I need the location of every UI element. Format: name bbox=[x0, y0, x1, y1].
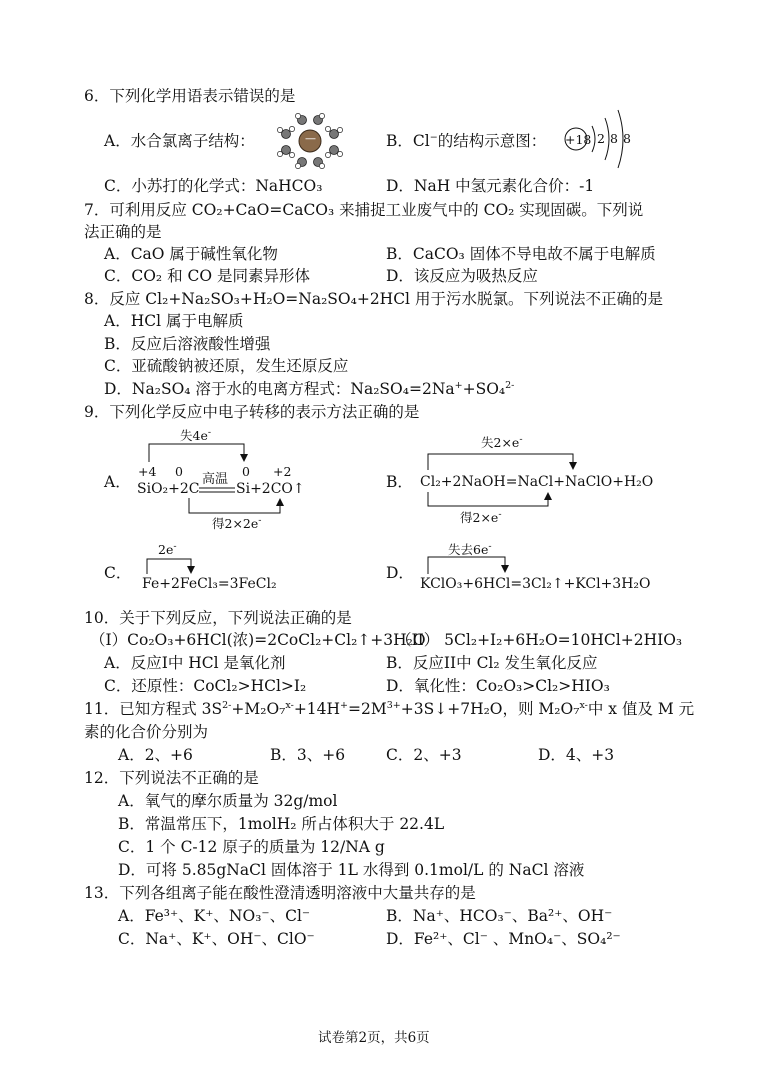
q12-option-b: B．常温常压下，1molH₂ 所占体积大于 22.4L bbox=[118, 815, 445, 833]
q7-option-a: A．CaO 属于碱性氧化物 bbox=[104, 245, 278, 263]
shell-3-electrons: 8 bbox=[623, 131, 631, 146]
q9d-equation: KClO₃+6HCl=3Cl₂↑+KCl+3H₂O bbox=[420, 576, 651, 592]
q12-option-d: D．可将 5.85gNaCl 固体溶于 1L 水得到 0.1mol/L 的 NaCl 溶液 bbox=[118, 861, 585, 879]
q9d-top-arrow bbox=[427, 555, 511, 575]
q7-stem-line2: 法正确的是 bbox=[84, 223, 162, 241]
q8-option-c: C．亚硫酸钠被还原，发生还原反应 bbox=[104, 357, 349, 375]
q9b-top-arrow bbox=[427, 452, 577, 472]
q8-option-a: A．HCl 属于电解质 bbox=[104, 312, 244, 330]
q9b-equation: Cl₂+2NaOH=NaCl+NaClO+H₂O bbox=[420, 474, 654, 490]
q10-option-b: B．反应II中 Cl₂ 发生氧化反应 bbox=[386, 654, 598, 672]
q8-option-b: B．反应后溶液酸性增强 bbox=[104, 335, 271, 353]
q9a-oxidation-si-product: 0 bbox=[242, 464, 250, 479]
ion-charge-label: — bbox=[305, 132, 316, 145]
q13-option-a: A．Fe³⁺、K⁺、NO₃⁻、Cl⁻ bbox=[118, 907, 311, 925]
q9c-top-arrow bbox=[146, 557, 196, 575]
q10-option-a: A．反应I中 HCl 是氧化剂 bbox=[104, 654, 286, 672]
q9a-oxidation-c: 0 bbox=[175, 464, 183, 479]
shell-2-electrons: 8 bbox=[610, 131, 618, 146]
q6-option-d: D．NaH 中氢元素化合价：-1 bbox=[386, 177, 595, 195]
page-footer: 试卷第2页，共6页 bbox=[318, 1030, 430, 1046]
q11-option-c: C．2、+3 bbox=[386, 746, 462, 764]
q9b-top-annotation: 失2×e- bbox=[481, 433, 523, 450]
shell-1-electrons: 2 bbox=[597, 131, 605, 146]
q9a-equals-sign bbox=[199, 487, 235, 493]
q9b-bottom-annotation: 得2×e- bbox=[460, 508, 502, 525]
q9-option-a-label: A． bbox=[104, 473, 131, 491]
q10-stem: 10．关于下列反应，下列说法正确的是 bbox=[84, 609, 352, 627]
q13-option-b: B．Na⁺、HCO₃⁻、Ba²⁺、OH⁻ bbox=[386, 907, 613, 925]
q6-option-a: A．水合氯离子结构： bbox=[104, 132, 255, 150]
q9d-top-annotation: 失去6e- bbox=[448, 540, 492, 557]
q11-option-a: A．2、+6 bbox=[118, 746, 193, 764]
q9-option-b-label: B． bbox=[386, 473, 413, 491]
q11-option-b: B．3、+6 bbox=[270, 746, 346, 764]
q9a-equation-right: Si+2CO↑ bbox=[236, 481, 305, 497]
q9a-top-arrow bbox=[148, 442, 248, 464]
q9c-equation: Fe+2FeCl₃=3FeCl₂ bbox=[142, 576, 277, 592]
q9-stem: 9．下列化学反应中电子转移的表示方法正确的是 bbox=[84, 403, 420, 421]
q7-option-d: D．该反应为吸热反应 bbox=[386, 267, 538, 285]
q13-option-d: D．Fe²⁺、Cl⁻ 、MnO₄⁻、SO₄²⁻ bbox=[386, 930, 621, 948]
q7-stem-line1: 7．可利用反应 CO₂+CaO=CaCO₃ 来捕捉工业废气中的 CO₂ 实现固碳。下列说 bbox=[84, 201, 644, 219]
q9a-equation-left: SiO₂+2C bbox=[137, 481, 200, 497]
q10-reaction-1: （I）Co₂O₃+6HCl(浓)=2CoCl₂+Cl₂↑+3H₂O bbox=[90, 631, 426, 649]
q9a-top-annotation: 失4e- bbox=[180, 426, 212, 443]
q11-stem-line1: 11．已知方程式 $3S^{2-}+M_2O_7^{x-}+14H^+=2M^{3+}+3S↓+7H_2O$，则 M₂O₇$^{x-}$中 x 值及 M 元 bbox=[84, 699, 695, 718]
q11-option-d: D．4、+3 bbox=[538, 746, 615, 764]
q8-stem: 8．反应 Cl₂+Na₂SO₃+H₂O=Na₂SO₄+2HCl 用于污水脱氯。下列说法不正确的是 bbox=[84, 290, 663, 308]
q8-option-d: D．Na₂SO₄ 溶于水的电离方程式：Na₂SO₄=2Na++SO₄$^{2-}$ bbox=[104, 379, 515, 398]
q9a-oxidation-si: +4 bbox=[138, 464, 157, 479]
q9a-bottom-annotation: 得2×2e- bbox=[212, 514, 262, 531]
q10-option-c: C．还原性：CoCl₂>HCl>I₂ bbox=[104, 677, 307, 695]
atom-nucleus-charge: +18 bbox=[565, 132, 592, 147]
q11-stem-line2: 素的化合价分别为 bbox=[84, 723, 209, 741]
q9c-top-annotation: 2e- bbox=[158, 540, 177, 557]
q13-option-c: C．Na⁺、K⁺、OH⁻、ClO⁻ bbox=[118, 930, 315, 948]
q6-option-c: C．小苏打的化学式：NaHCO₃ bbox=[104, 177, 323, 195]
q10-reaction-2: （II） 5Cl₂+I₂+6H₂O=10HCl+2HIO₃ bbox=[396, 631, 683, 649]
q6-option-b: B．Cl−的结构示意图： bbox=[386, 131, 547, 150]
q9a-oxidation-co: +2 bbox=[273, 464, 292, 479]
q9-option-d-label: D． bbox=[386, 564, 414, 582]
q12-option-a: A．氧气的摩尔质量为 32g/mol bbox=[118, 792, 338, 810]
q12-stem: 12．下列说法不正确的是 bbox=[84, 769, 259, 787]
q9a-condition: 高温 bbox=[202, 472, 229, 487]
q10-option-d: D．氧化性：Co₂O₃>Cl₂>HIO₃ bbox=[386, 677, 610, 695]
q7-option-b: B．CaCO₃ 固体不导电故不属于电解质 bbox=[386, 245, 656, 263]
q9-option-c-label: C． bbox=[104, 564, 132, 582]
q7-option-c: C．CO₂ 和 CO 是同素异形体 bbox=[104, 267, 310, 285]
q12-option-c: C．1 个 C-12 原子的质量为 12/NA g bbox=[118, 838, 385, 856]
q13-stem: 13．下列各组离子能在酸性澄清透明溶液中大量共存的是 bbox=[84, 884, 476, 902]
q6-stem: 6．下列化学用语表示错误的是 bbox=[84, 87, 296, 105]
